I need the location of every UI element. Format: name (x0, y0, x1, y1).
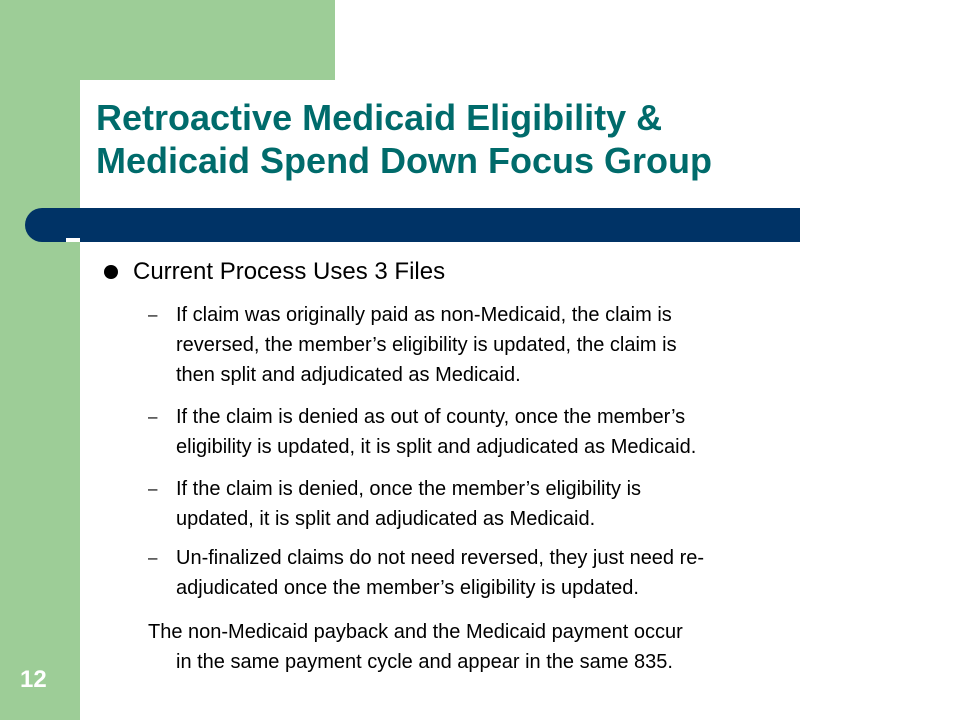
bullet-dot-icon (104, 265, 118, 279)
dash-icon: – (148, 548, 158, 567)
slide-title (96, 96, 916, 182)
left-accent-band (0, 0, 80, 720)
sub-bullet-text (176, 474, 888, 534)
title-divider-bar (25, 208, 800, 242)
sub-bullet-line: reversed, the member’s eligibility is updated, the claim is (176, 334, 677, 356)
slide-title-line-1: Retroactive Medicaid Eligibility & (96, 97, 663, 138)
summary-line-2: in the same payment cycle and appear in the same 835. (176, 651, 673, 673)
sub-bullet-text (176, 300, 888, 390)
sub-bullet-line: Un-finalized claims do not need reversed, they just need re- (176, 547, 705, 569)
sub-bullet-line: updated, it is split and adjudicated as Medicaid. (176, 508, 596, 530)
slide-title-line-2: Medicaid Spend Down Focus Group (96, 140, 713, 181)
sub-bullet-text (176, 402, 888, 462)
main-bullet-text: Current Process Uses 3 Files (133, 258, 446, 285)
dash-icon: – (148, 407, 158, 426)
slide-number: 12 (20, 666, 47, 693)
sub-bullet-line: adjudicated once the member’s eligibility is updated. (176, 577, 639, 599)
sub-bullet-line: If the claim is denied, once the member’s eligibility is (176, 478, 642, 500)
sub-bullet-line: then split and adjudicated as Medicaid. (176, 364, 521, 386)
divider-notch (66, 238, 80, 242)
dash-icon: – (148, 305, 158, 324)
sub-bullet-line: If claim was originally paid as non-Medicaid, the claim is (176, 304, 672, 326)
dash-icon: – (148, 479, 158, 498)
sub-bullet-line: If the claim is denied as out of county, once the member’s (176, 406, 686, 428)
summary-line-1: The non-Medicaid payback and the Medicaid payment occur (148, 621, 683, 643)
sub-bullet-text (176, 543, 888, 603)
top-accent-band (80, 0, 335, 80)
summary-paragraph (148, 617, 888, 677)
sub-bullet-line: eligibility is updated, it is split and adjudicated as Medicaid. (176, 436, 697, 458)
